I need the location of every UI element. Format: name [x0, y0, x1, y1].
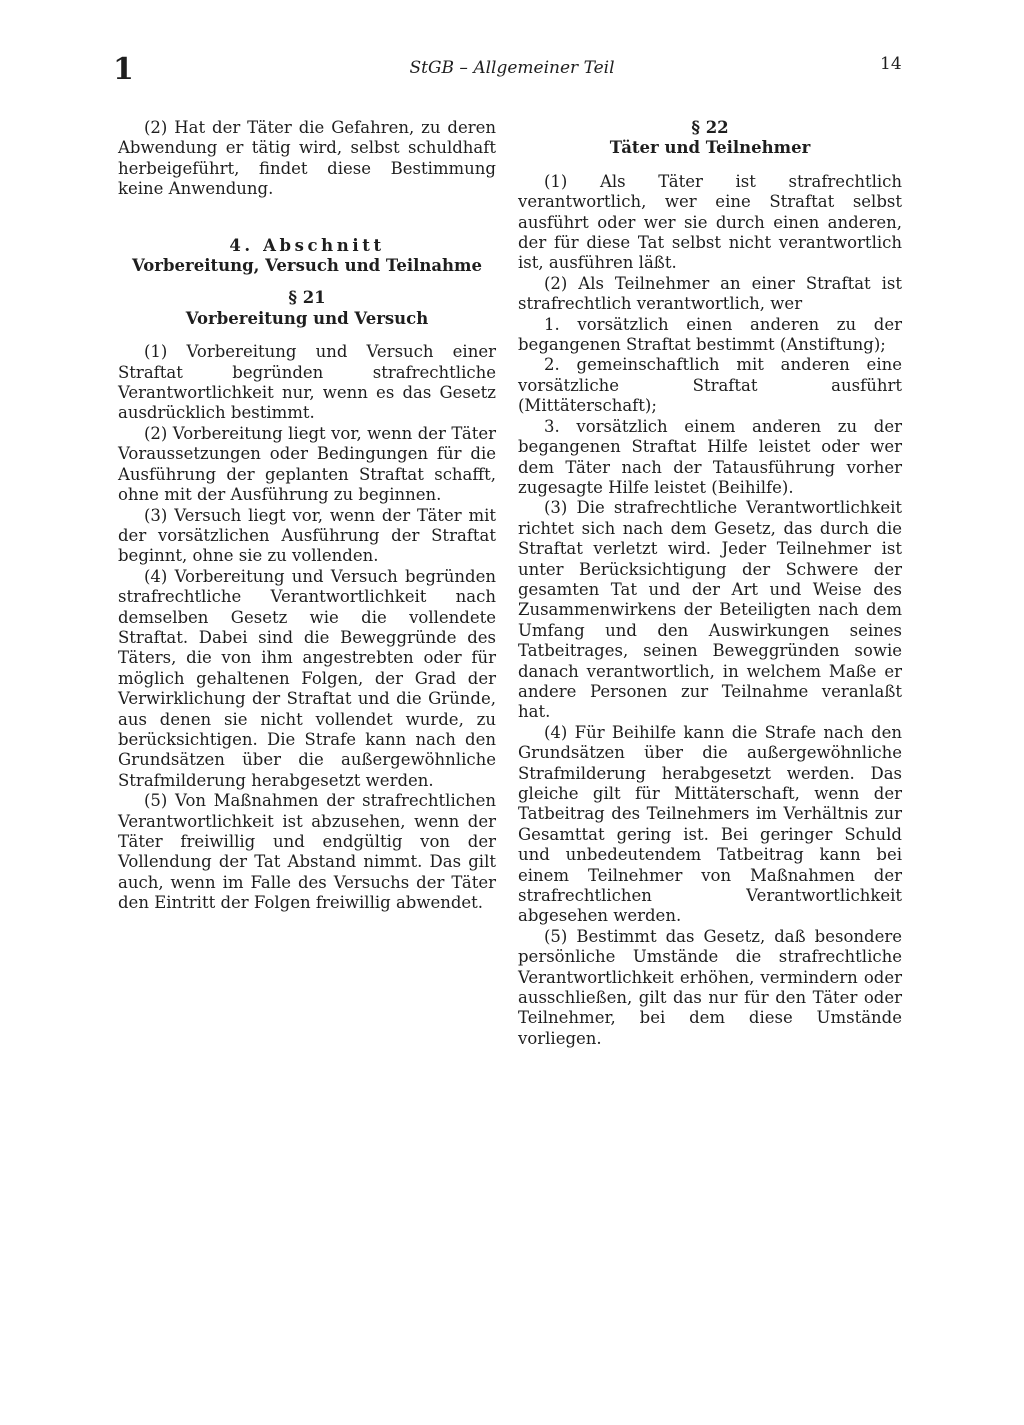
paragraph-20-2: (2) Hat der Täter die Gefahren, zu deren Abwendung er tätig wird, selbst schuldhaft herbeigeführt, findet diese Bestimmung keine Anwendung.	[118, 118, 496, 199]
paragraph-title: Täter und Teilnehmer	[609, 138, 811, 158]
list-item: 2. gemeinschaftlich mit anderen eine vorsätzliche Straftat ausführt (Mittäterschaft);	[518, 355, 902, 416]
left-column	[118, 118, 496, 914]
right-column	[518, 118, 902, 1049]
paragraph-title: Vorbereitung und Versuch	[185, 308, 429, 328]
paragraph-22-4: (4) Für Beihilfe kann die Strafe nach den Grundsätzen über die außergewöhnliche Strafmilderung herabgesetzt werden. Das gleiche gilt für Mittäterschaft, wenn der Tatbeitrag des Teilnehmers im Verhältnis zur Gesamttat gering ist. Bei geringer Schuld und unbedeutendem Tatbeitrag kann bei einem Teilnehmer von Maßnahmen der strafrechtlichen Verantwortlichkeit abgesehen werden.	[518, 722, 902, 926]
paragraph-21-3: (3) Versuch liegt vor, wenn der Täter mit der vorsätzlichen Ausführung der Straftat beginnt, ohne sie zu vollenden.	[118, 505, 496, 566]
paragraph-22-3: (3) Die strafrechtliche Verantwortlichkeit richtet sich nach dem Gesetz, das durch die Straftat verletzt wird. Jeder Teilnehmer ist unter Berücksichtigung der Schwere der gesamten Tat und der Art und Weise des Zusammenwirkens der Beteiligten nach dem Umfang und den Auswirkungen seines Tatbeitrages, seinen Beweggründen sowie danach verantwortlich, in welchem Maße er andere Personen zur Teilnahme veranlaßt hat.	[518, 498, 902, 722]
section-heading: 4. Abschnitt	[229, 235, 385, 255]
paragraph-21-4: (4) Vorbereitung und Versuch begründen strafrechtliche Verantwortlichkeit nach demselben Gesetz wie die vollendete Straftat. Dabei sind die Beweggründe des Täters, die von ihm angestrebten oder für möglich gehaltenen Folgen, der Grad der Verwirklichung der Straftat und die Gründe, aus denen sie nicht vollendet wurde, zu berücksichtigen. Die Strafe kann nach den Grundsätzen über die außergewöhnliche Strafmilderung herabgesetzt werden.	[118, 566, 496, 790]
paragraph-21-2: (2) Vorbereitung liegt vor, wenn der Täter Voraussetzungen oder Bedingungen für die Ausführung der geplanten Straftat schafft, ohne mit der Ausführung zu beginnen.	[118, 423, 496, 505]
section-title: Vorbereitung, Versuch und Teilnahme	[131, 256, 482, 276]
list-item: 1. vorsätzlich einen anderen zu der begangenen Straftat bestimmt (Anstiftung);	[518, 314, 902, 355]
paragraph-22-1: (1) Als Täter ist strafrechtlich verantwortlich, wer eine Straftat selbst ausführt oder wer sie durch einen anderen, der für diese Tat selbst nicht verantwortlich ist, ausführen läßt.	[518, 171, 902, 273]
running-title: StGB – Allgemeiner Teil	[409, 58, 615, 78]
paragraph-21-5: (5) Von Maßnahmen der strafrechtlichen Verantwortlichkeit ist abzusehen, wenn der Täter freiwillig und endgültig von der Vollendung der Tat Abstand nimmt. Das gilt auch, wenn im Falle des Versuchs der Täter den Eintritt der Folgen freiwillig abwendet.	[118, 791, 496, 913]
paragraph-21-1: (1) Vorbereitung und Versuch einer Straftat begründen strafrechtliche Verantwortlichkeit nur, wenn es das Gesetz ausdrücklich bestimmt.	[118, 342, 496, 423]
chapter-number: 1	[113, 52, 134, 87]
list-item: 3. vorsätzlich einem anderen zu der begangenen Straftat Hilfe leistet oder wer dem Täter nach der Tatausführung vorher zugesagte Hilfe leistet (Beihilfe).	[518, 416, 902, 497]
paragraph-22-5: (5) Bestimmt das Gesetz, daß besondere persönliche Umstände die strafrechtliche Verantwortlichkeit erhöhen, vermindern oder ausschließen, gilt das nur für den Täter oder Teilnehmer, bei dem diese Umstände vorliegen.	[518, 926, 902, 1048]
page-number: 14	[880, 54, 902, 74]
paragraph-number: § 22	[691, 118, 729, 137]
paragraph-number: § 21	[288, 288, 326, 308]
paragraph-22-2-intro: (2) Als Teilnehmer an einer Straftat ist strafrechtlich verantwortlich, wer	[518, 273, 902, 314]
